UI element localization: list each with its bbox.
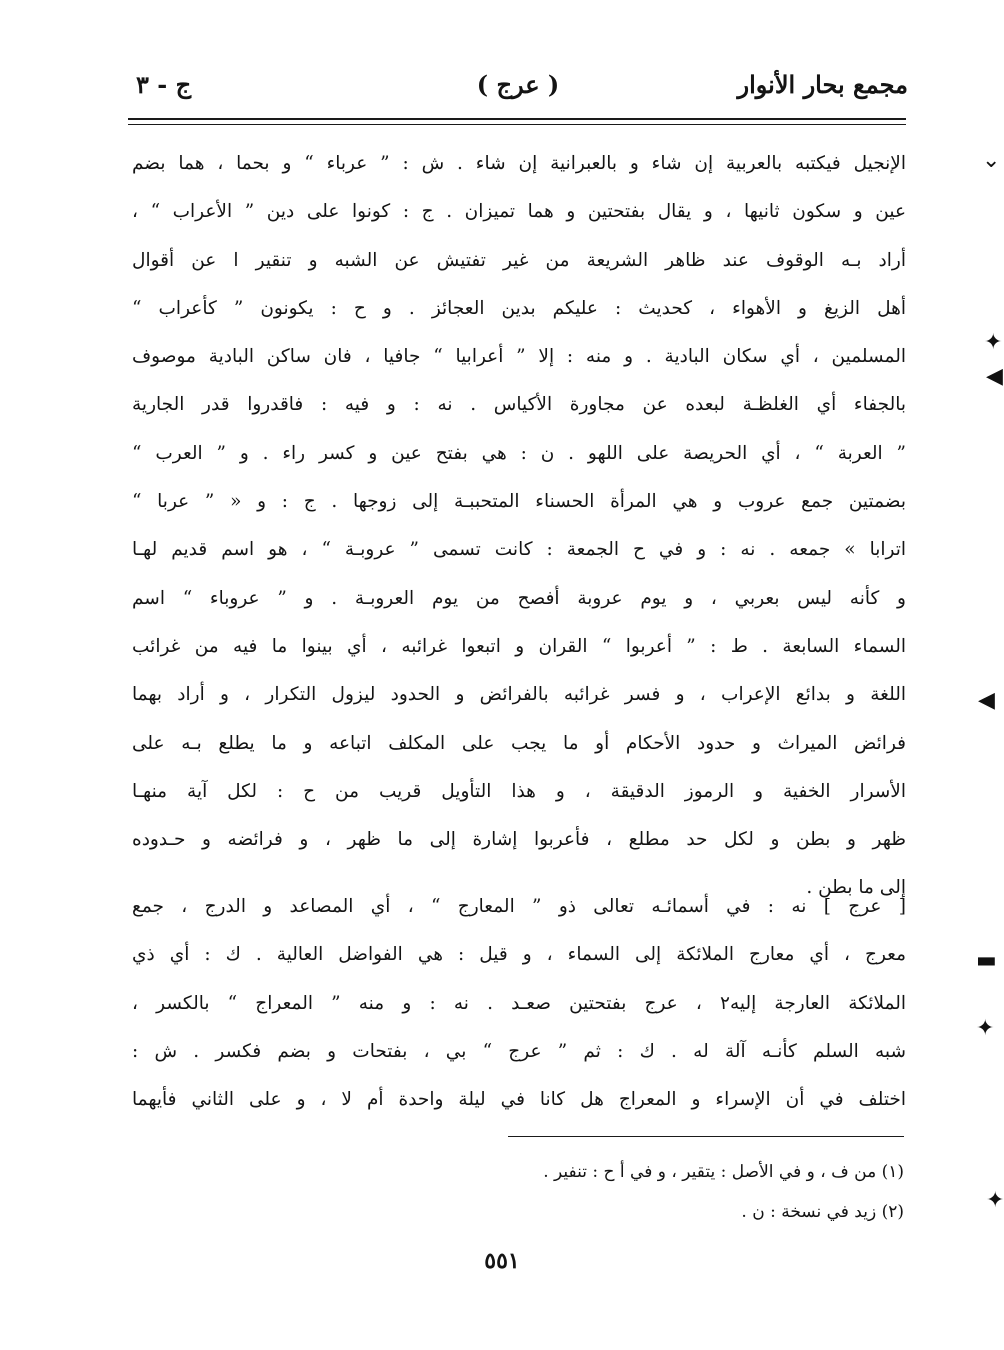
margin-mark: ◀	[986, 364, 1003, 389]
margin-mark: ⌄	[982, 148, 1001, 173]
margin-mark: ✦	[976, 1016, 995, 1041]
text-line: أهل الزيغ و الأهواء ، كحديث : عليكم بدين العجائز . و ح : يكونون ” كأعراب “	[132, 297, 906, 319]
text-line: المسلمين ، أي سكان البادية . و منه : إلا ” أعرابيا “ جافيا ، فان ساكن البادية موصوف	[132, 346, 906, 368]
entry-line: اختلف في أن الإسراء و المعراج هل كانا في ليلة واحدة أم لا ، و على الثاني فأيهما	[132, 1089, 906, 1111]
text-line: ظهر و بطن و لكل حد مطلع ، فأعربوا إشارة إلى ما ظهر ، و فرائضه و حـدوده	[132, 829, 906, 851]
text-line: السماء السابعة . ط : ” أعربوا “ القران و اتبعوا غرائبه ، أي بينوا ما فيه من غرائب	[132, 635, 906, 657]
text-line: اترابا » جمعه . نه : و في ح الجمعة : كانت تسمى ” عروبـة “ ، هو اسم قديم لهـا	[132, 539, 906, 561]
text-line: بضمتين جمع عروب و هي المرأة الحسناء المتحببـة إلى زوجها . ج : و « ” عربا “	[132, 491, 906, 513]
text-line: و كأنه ليس بعربي ، و يوم عروبة أفصح من يوم العروبـة . و ” عروباء “ اسم	[132, 587, 906, 609]
page-number: ٥٥١	[484, 1248, 520, 1274]
header-rule-thick	[128, 118, 906, 120]
root-word-heading: ( عرج )	[476, 70, 560, 99]
text-line: بالجفاء أي الغلظـة لبعده عن مجاورة الأكياس . نه : و فيه : فاقدروا قدر الجارية	[132, 394, 906, 416]
text-line: إلى ما بطن .	[806, 877, 906, 899]
running-header	[128, 68, 908, 112]
entry-line: معرج ، أي معارج الملائكة إلى السماء ، و قيل : هي الفواضل العالية . ك : أي ذي	[132, 944, 906, 966]
entry-line: شبه السلم كأنـه آلة له . ك : ثم ” عرج “ بي ، بفتحات و بضم فكسر . ش :	[132, 1040, 906, 1062]
entry-line: [ عرج ] نه : في أسمائـه تعالى ذو ” المعارج “ ، أي المصاعد و الدرج ، جمع	[132, 896, 906, 917]
text-line: ” العربة “ ، أي الحريصة على اللهو . ن : هي بفتح عين و كسر راء . و ” العرب “	[132, 442, 906, 464]
text-line: الأسرار الخفية و الرموز الدقيقة ، و هذا التأويل قريب من ح : لكل آية منهـا	[132, 780, 906, 802]
text-line: عين و سكون ثانيها ، و يقال بفتحتين و هما تميزان . ج : كونوا على دين ” الأعراب “ ،	[132, 201, 906, 223]
text-line: أراد بـه الوقوف عند ظاهر الشريعة من غير تفتيش عن الشبه و تنقير ا عن أقوال	[132, 249, 906, 271]
footnote: (٢) زيد في نسخة : ن .	[741, 1202, 904, 1222]
margin-mark: ✦	[986, 1188, 1004, 1213]
footnotes	[404, 1152, 904, 1232]
margin-mark: ✦	[984, 330, 1003, 355]
text-line: الإنجيل فيكتبه بالعربية إن شاء و بالعبرانية إن شاء . ش : ” عرباء “ و بحما ، هما بضم	[132, 153, 906, 174]
book-title: مجمع بحار الأنوار	[737, 70, 908, 99]
entry-araj	[132, 883, 906, 1124]
margin-mark: ◀	[978, 688, 995, 713]
margin-mark: ▬	[976, 948, 997, 973]
footnote: (١) من ف ، و في الأصل : يتقير ، و في أ ح : تنفير .	[543, 1162, 904, 1182]
header-rule-thin	[128, 124, 906, 125]
main-text-block	[132, 140, 906, 913]
entry-line: الملائكة العارجة إليه٢ ، عرج بفتحتين صعـد . نه : و منه ” المعراج “ بالكسر ،	[132, 992, 906, 1014]
volume-number: ج - ٣	[136, 70, 192, 99]
text-line: اللغة و بدائع الإعراب ، و فسر غرائبه بالفرائض و الحدود ليزول التكرار ، و أراد بهما	[132, 684, 906, 706]
footnote-separator	[508, 1136, 904, 1137]
text-line: فرائض الميراث و حدود الأحكام أو ما يجب على المكلف اتباعه و ما يطلع بـه على	[132, 732, 906, 754]
